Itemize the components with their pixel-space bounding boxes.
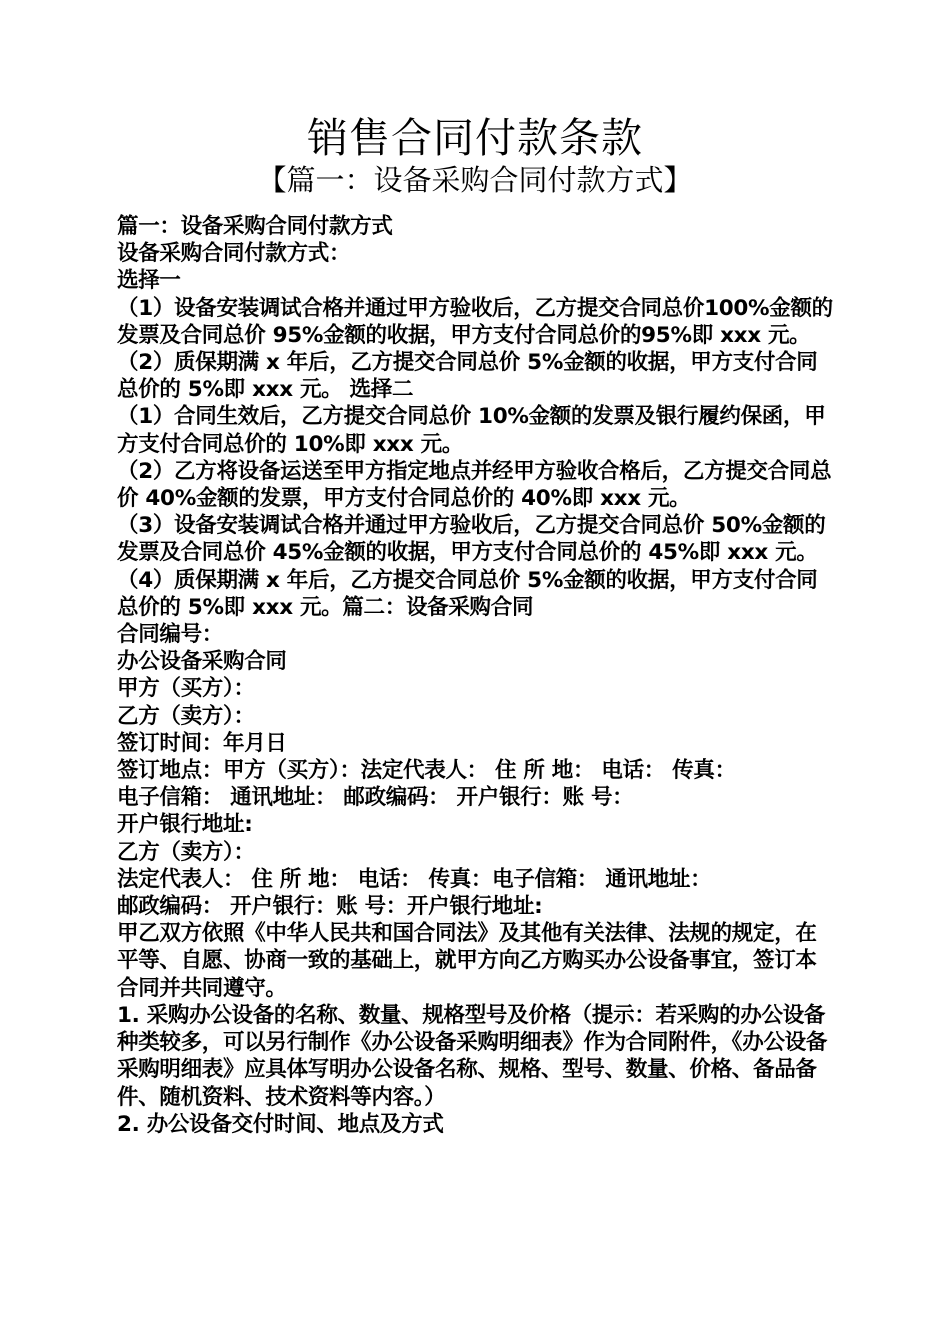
document-subtitle: 【篇一：设备采购合同付款方式】 (257, 163, 693, 197)
document-title: 销售合同付款条款 (307, 114, 643, 162)
paragraph: 甲乙双方依照《中华人民共和国合同法》及其他有关法律、法规的规定，在平等、自愿、协商一致的基础上，就甲方向乙方购买办公设备事宜，签订本合同并共同遵守。 (117, 921, 817, 1001)
paragraph: 甲方（买方）： (117, 676, 255, 702)
paragraph: （4）质保期满 x 年后，乙方提交合同总价 5%金额的收据，甲方支付合同总价的 5%即 xxx 元。篇二：设备采购合同 (117, 567, 818, 620)
paragraph: 办公设备采购合同 (117, 649, 287, 675)
paragraph: 电子信箱： 通讯地址： 邮政编码： 开户银行：账 号： (117, 785, 634, 811)
paragraph: 1. 采购办公设备的名称、数量、规格型号及价格（提示：若采购的办公设备种类较多，可以另行制作《办公设备采购明细表》作为合同附件，《办公设备采购明细表》应具体写明办公设备名称、规格、型号、数量、价格、备品备件、随机资料、技术资料等内容。） (117, 1002, 828, 1110)
paragraph: 选择一 (117, 268, 181, 294)
paragraph: 邮政编码： 开户银行：账 号：开户银行地址: (117, 894, 543, 920)
paragraph: （2）乙方将设备运送至甲方指定地点并经甲方验收合格后，乙方提交合同总价 40%金额的发票，甲方支付合同总价的 40%即 xxx 元。 (117, 458, 832, 512)
paragraph: （1）设备安装调试合格并通过甲方验收后，乙方提交合同总价100%金额的发票及合同总价 95%金额的收据，甲方支付合同总价的95%即 xxx 元。 (117, 295, 833, 348)
paragraph: （2）质保期满 x 年后，乙方提交合同总价 5%金额的收据，甲方支付合同总价的 5%即 xxx 元。 选择二 (117, 350, 818, 403)
paragraph: 乙方（卖方）： (117, 703, 255, 729)
document-body (117, 213, 837, 1138)
paragraph: （3）设备安装调试合格并通过甲方验收后，乙方提交合同总价 50%金额的发票及合同总价 45%金额的收据，甲方支付合同总价的 45%即 xxx 元。 (117, 513, 826, 566)
paragraph: 篇一：设备采购合同付款方式 (117, 214, 393, 239)
paragraph: 签订时间：年月日 (117, 730, 287, 756)
paragraph: 开户银行地址: (117, 812, 253, 838)
paragraph: 签订地点：甲方（买方）：法定代表人： 住 所 地： 电话： 传真： (117, 758, 736, 784)
paragraph: （1）合同生效后，乙方提交合同总价 10%金额的发票及银行履约保函，甲方支付合同总价的 10%即 xxx 元。 (117, 404, 826, 457)
paragraph: 2. 办公设备交付时间、地点及方式 (117, 1111, 444, 1137)
paragraph: 乙方（卖方）： (117, 839, 255, 865)
paragraph: 合同编号： (117, 622, 224, 648)
paragraph: 设备采购合同付款方式： (117, 241, 351, 267)
paragraph: 法定代表人： 住 所 地： 电话： 传真：电子信箱： 通讯地址： (117, 866, 712, 892)
